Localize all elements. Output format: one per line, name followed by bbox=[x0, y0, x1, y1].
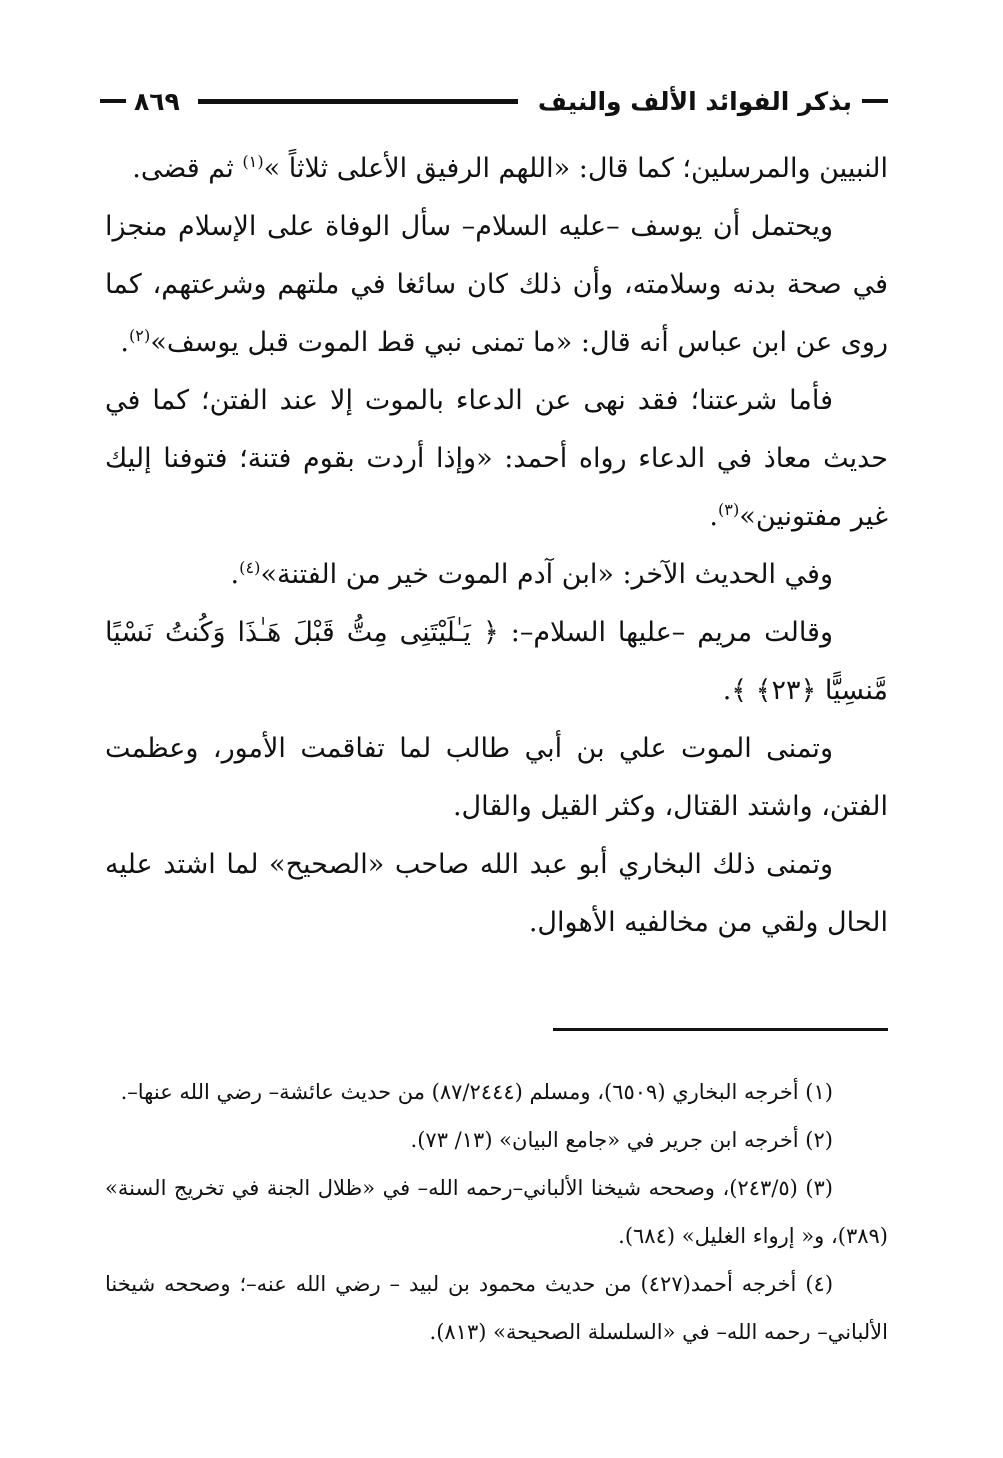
header-dash-right bbox=[862, 99, 888, 103]
footnote-2: (٢) أخرجه ابن جرير في «جامع البيان» (١٣/ ٧٣). bbox=[410, 1128, 833, 1152]
footnote-3: (٣) (٢٤٣/٥)، وصححه شيخنا الألباني–رحمه الله– في «ظلال الجنة في تخريج السنة» (٣٨٩)، و« إرواء الغليل» (٦٨٤). bbox=[105, 1176, 888, 1248]
footnote-1: (١) أخرجه البخاري (٦٥٠٩)، ومسلم (٨٧/٢٤٤٤) من حديث عائشة– رضي الله عنها–. bbox=[120, 1080, 833, 1104]
paragraph-3 bbox=[105, 372, 888, 546]
paragraph-3-tail: . bbox=[709, 501, 718, 532]
page-number: ٨٦٩ bbox=[134, 86, 180, 116]
paragraph-4-text: وفي الحديث الآخر: «ابن آدم الموت خير من الفتنة» bbox=[260, 559, 833, 590]
paragraph-6: وتمنى الموت علي بن أبي طالب لما تفاقمت الأمور، وعظمت الفتن، واشتد القتال، وكثر القيل والقال. bbox=[105, 733, 888, 822]
main-text bbox=[105, 140, 888, 952]
footnote-ref-1: (١) bbox=[242, 152, 264, 171]
header-rule bbox=[198, 99, 518, 104]
paragraph-1-tail: ثم قضى. bbox=[132, 153, 243, 184]
paragraph-2-tail: . bbox=[120, 327, 129, 358]
paragraph-7: وتمنى ذلك البخاري أبو عبد الله صاحب «الصحيح» لما اشتد عليه الحال ولقي من مخالفيه الأهوال. bbox=[105, 849, 888, 938]
running-header bbox=[100, 78, 888, 124]
paragraph-3-text: فأما شرعتنا؛ فقد نهى عن الدعاء بالموت إلا عند الفتن؛ كما في حديث معاذ في الدعاء رواه أحمد: «وإذا أردت بقوم فتنة؛ فتوفنا إليك غير مفتونين» bbox=[105, 385, 888, 532]
footnote-separator bbox=[553, 1028, 888, 1031]
footnote-4: (٤) أخرجه أحمد(٤٢٧) من حديث محمود بن لبيد – رضي الله عنه–؛ وصححه شيخنا الألباني– رحمه الله– في «السلسلة الصحيحة» (٨١٣). bbox=[105, 1272, 888, 1344]
paragraph-2-text: ويحتمل أن يوسف –عليه السلام– سأل الوفاة على الإسلام منجزا في صحة بدنه وسلامته، وأن ذلك كان سائغا في ملتهم وشرعتهم، كما روى عن ابن عباس أنه قال: «ما تمنى نبي قط الموت قبل يوسف» bbox=[105, 211, 888, 358]
paragraph-4-tail: . bbox=[230, 559, 240, 590]
paragraph-2 bbox=[105, 198, 888, 372]
header-title: بذكر الفوائد الألف والنيف bbox=[537, 86, 852, 116]
footnote-ref-4: (٤) bbox=[239, 558, 261, 577]
footnotes bbox=[105, 1068, 888, 1356]
paragraph-1 bbox=[105, 140, 888, 198]
footnote-ref-3: (٣) bbox=[717, 500, 740, 519]
footnote-ref-2: (٢) bbox=[128, 326, 151, 345]
header-dash-left bbox=[100, 99, 126, 103]
paragraph-5-quran-quote: وقالت مريم –عليها السلام–: ﴿ يَـٰلَيْتَنِى مِتُّ قَبْلَ هَـٰذَا وَكُنتُ نَسْيًا مَّنسِيًّا ﴿٢٣﴾ ﴾. bbox=[105, 617, 888, 706]
paragraph-4 bbox=[105, 546, 888, 604]
paragraph-1-text: النبيين والمرسلين؛ كما قال: «اللهم الرفيق الأعلى ثلاثاً » bbox=[263, 153, 888, 184]
